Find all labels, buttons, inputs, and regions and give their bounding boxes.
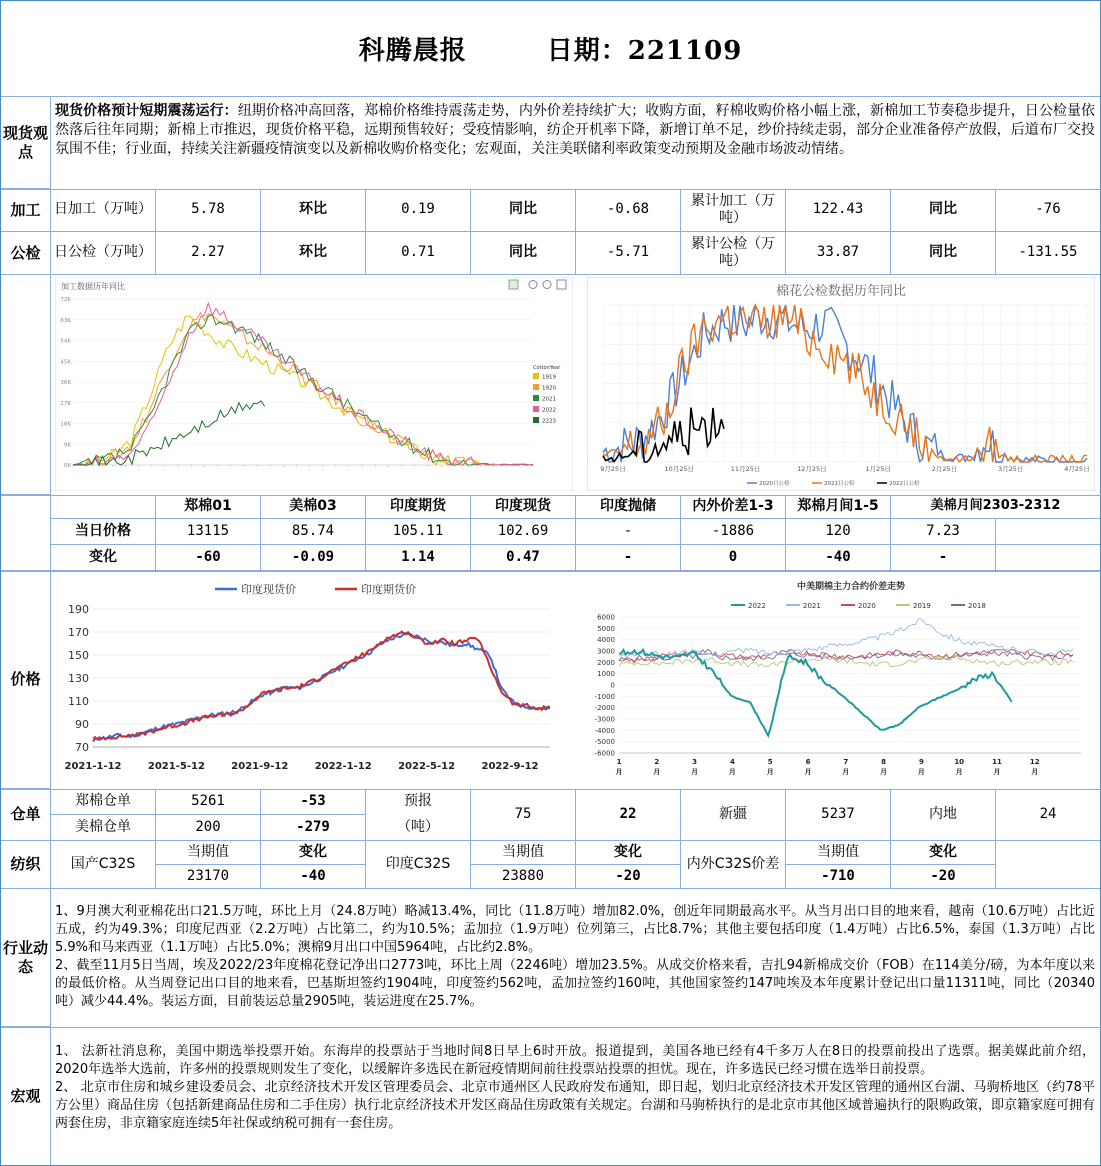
zc-change: -53 bbox=[261, 789, 366, 815]
nd-label: 内地 bbox=[891, 789, 996, 841]
price-today-5: -1886 bbox=[681, 519, 786, 545]
processing-daily-value: 5.78 bbox=[156, 189, 261, 232]
c3-xtick: 2022-9-12 bbox=[481, 761, 539, 772]
c3-ytick: 190 bbox=[68, 603, 89, 616]
spot-label: 现货观点 bbox=[1, 97, 51, 189]
price-table-label bbox=[1, 495, 51, 571]
c4-xtick-num: 3 bbox=[692, 758, 698, 766]
charts-row1-label bbox=[1, 275, 51, 495]
inspection-hb-value: 0.71 bbox=[366, 232, 471, 275]
price-today-1: 85.74 bbox=[261, 519, 366, 545]
us-change: -279 bbox=[261, 815, 366, 841]
report-date: 日期：221109 bbox=[546, 36, 743, 66]
c4-xtick-num: 6 bbox=[805, 758, 811, 766]
cn-yarn-label: 国产C32S bbox=[51, 841, 156, 889]
c4-ytick: -6000 bbox=[594, 749, 615, 758]
industry-label: 行业动态 bbox=[1, 889, 51, 1027]
us-label: 美棉仓单 bbox=[51, 815, 156, 841]
c4-xtick-num: 2 bbox=[654, 758, 660, 766]
c1-legend-item: 2223 bbox=[542, 418, 556, 425]
c2-xtick: 4月25日 bbox=[1064, 465, 1090, 473]
c4-xtick-num: 12 bbox=[1029, 758, 1040, 766]
price-header-4: 印度抛储 bbox=[576, 495, 681, 519]
c4-ytick: -5000 bbox=[594, 738, 615, 747]
processing-chart bbox=[55, 277, 573, 491]
price-blank-a bbox=[996, 519, 1100, 545]
us-value: 200 bbox=[156, 815, 261, 841]
processing-tb-label: 同比 bbox=[471, 189, 576, 232]
cn-cur-label: 当期值 bbox=[156, 841, 261, 865]
inspection-label: 公检 bbox=[1, 232, 51, 275]
india-price-chart bbox=[55, 575, 555, 785]
in-yarn-label: 印度C32S bbox=[366, 841, 471, 889]
c1-legend-item: 2021 bbox=[542, 396, 556, 403]
c4-xtick: 月 bbox=[842, 768, 850, 776]
yb-label: 预报 bbox=[366, 789, 471, 815]
c1-ytick: 18K bbox=[60, 421, 71, 428]
c3-ytick: 170 bbox=[68, 626, 89, 639]
macro-label: 宏观 bbox=[1, 1027, 51, 1165]
c3-xtick: 2021-1-12 bbox=[64, 761, 122, 772]
c4-ytick: -3000 bbox=[594, 715, 615, 724]
inspection-chart-title: 棉花公检数据历年同比 bbox=[775, 284, 907, 299]
report-name: 科腾晨报 bbox=[358, 36, 467, 66]
c1-ytick: 63K bbox=[60, 317, 71, 324]
diff-chg-label: 变化 bbox=[891, 841, 996, 865]
c3-ytick: 110 bbox=[68, 695, 89, 708]
c4-xtick: 月 bbox=[615, 768, 623, 776]
price-change-0: -60 bbox=[156, 545, 261, 571]
c1-ytick: 72K bbox=[60, 297, 71, 303]
c4-xtick-num: 5 bbox=[767, 758, 773, 766]
price-change-1: -0.09 bbox=[261, 545, 366, 571]
price-header-2: 印度期货 bbox=[366, 495, 471, 519]
industry-text bbox=[55, 903, 1095, 1011]
c2-xtick: 2月25日 bbox=[931, 465, 958, 473]
c4-legend-item: 2022 bbox=[748, 602, 766, 610]
c2-xtick: 9月25日 bbox=[600, 465, 626, 473]
c4-ytick: 2000 bbox=[597, 658, 615, 667]
c3-ytick: 130 bbox=[68, 672, 89, 685]
c1-legend-item: 1919 bbox=[542, 374, 556, 381]
c4-ytick: 1000 bbox=[597, 670, 615, 679]
c3-xtick: 2021-9-12 bbox=[231, 761, 289, 772]
industry-p2: 2、截至11月5日当周，埃及2022/23年度棉花登记净出口2773吨，环比上周（2246吨）增加23.5%。从成交价格来看，吉扎94新棉成交价（FOB）在114美分/磅，为本年度以来的最低价格。从当周登记出口目的地来看，巴基斯坦签约1904吨，印度签约562吨，孟加拉签约160吨，其他国家签约147吨埃及本年度累计登记出口量11311吨，同比（20340吨）减少44.4%。装运方面，目前装运总量2905吨，装运进度在25.7%。 bbox=[55, 958, 1095, 1009]
price-header-5: 内外价差1-3 bbox=[681, 495, 786, 519]
price-header-6: 郑棉月间1-5 bbox=[786, 495, 891, 519]
cn-chg-label: 变化 bbox=[261, 841, 366, 865]
c4-ytick: 0 bbox=[610, 681, 615, 690]
c3-series-印度期货价 bbox=[93, 632, 550, 742]
c4-legend-item: 2021 bbox=[803, 602, 821, 610]
c1-ytick: 9K bbox=[63, 442, 71, 449]
cn-cur: 23170 bbox=[156, 865, 261, 889]
c4-xtick-num: 7 bbox=[843, 758, 849, 766]
diff-chg: -20 bbox=[891, 865, 996, 889]
macro-text bbox=[55, 1043, 1095, 1133]
spot-headline: 现货价格预计短期震荡运行： bbox=[55, 103, 238, 119]
processing-hb-label: 环比 bbox=[261, 189, 366, 232]
yb-value: 75 bbox=[471, 789, 576, 841]
c2-legend-item: 2022日公检 bbox=[889, 481, 920, 487]
c3-legend-item: 印度现货价 bbox=[241, 583, 296, 596]
price-today-4: - bbox=[576, 519, 681, 545]
c4-ytick: -4000 bbox=[594, 726, 615, 735]
diff-yarn-label: 内外C32S价差 bbox=[681, 841, 786, 889]
diff-cur: -710 bbox=[786, 865, 891, 889]
price-blank-b bbox=[996, 545, 1100, 571]
spread-chart bbox=[581, 575, 1096, 785]
price-change-6: -40 bbox=[786, 545, 891, 571]
c3-xtick: 2022-5-12 bbox=[398, 761, 456, 772]
c4-xtick: 月 bbox=[728, 768, 736, 776]
inspection-daily-label: 日公检（万吨） bbox=[51, 232, 156, 275]
price-change-3: 0.47 bbox=[471, 545, 576, 571]
c4-xtick-num: 1 bbox=[616, 758, 622, 766]
price-header-blank bbox=[51, 495, 156, 519]
in-cur-label: 当期值 bbox=[471, 841, 576, 865]
xj-value: 5237 bbox=[786, 789, 891, 841]
c1-legend-swatch bbox=[533, 417, 539, 423]
c3-ytick: 90 bbox=[75, 718, 89, 731]
spread-chart-title: 中美期棉主力合约价差走势 bbox=[796, 582, 906, 592]
price-today-label: 当日价格 bbox=[51, 519, 156, 545]
price-today-2: 105.11 bbox=[366, 519, 471, 545]
c4-xtick: 月 bbox=[653, 768, 661, 776]
inspection-cum-tb-label: 同比 bbox=[891, 232, 996, 275]
c2-xtick: 1月25日 bbox=[865, 465, 891, 473]
price-today-0: 13115 bbox=[156, 519, 261, 545]
processing-tb-value: -0.68 bbox=[576, 189, 681, 232]
c1-ytick: 54K bbox=[60, 338, 71, 345]
price-header-7: 美棉月间2303-2312 bbox=[891, 495, 1100, 519]
inspection-daily-value: 2.27 bbox=[156, 232, 261, 275]
c1-legend-title: CottonYear bbox=[533, 365, 561, 371]
inspection-tb-value: -5.71 bbox=[576, 232, 681, 275]
price-change-label: 变化 bbox=[51, 545, 156, 571]
price-today-7: 7.23 bbox=[891, 519, 996, 545]
spot-body: 纽期价格冲高回落，郑棉价格维持震荡走势，内外价差持续扩大；收购方面，籽棉收购价格小幅上涨，新棉加工节奏稳步提升，日公检量依然落后往年同期；新棉上市推迟，现货价格平稳，远期预售较好；受疫情影响，纺企开机率下降，新增订单不足，纱价持续走弱，部分企业准备停产放假，后道布厂交投氛围不佳；行业面，持续关注新疆疫情演变以及新棉收购价格变化；宏观面，关注美联储利率政策变动预期及金融市场波动情绪。 bbox=[55, 103, 1096, 157]
c4-ytick: 3000 bbox=[597, 647, 615, 656]
cn-chg: -40 bbox=[261, 865, 366, 889]
c4-xtick: 月 bbox=[955, 768, 963, 776]
c4-ytick: 4000 bbox=[597, 636, 615, 645]
c1-legend-item: 1920 bbox=[542, 385, 556, 392]
zc-label: 郑棉仓单 bbox=[51, 789, 156, 815]
in-cur: 23880 bbox=[471, 865, 576, 889]
price-header-1: 美棉03 bbox=[261, 495, 366, 519]
inspection-cum-label: 累计公检（万吨） bbox=[681, 232, 786, 275]
inspection-cum-value: 33.87 bbox=[786, 232, 891, 275]
c4-ytick: -2000 bbox=[594, 704, 615, 713]
c3-legend-item: 印度期货价 bbox=[361, 583, 416, 596]
price-today-6: 120 bbox=[786, 519, 891, 545]
c3-ytick: 70 bbox=[75, 741, 89, 754]
c4-legend-item: 2020 bbox=[858, 602, 876, 610]
c1-legend-swatch bbox=[533, 406, 539, 412]
macro-p2: 2、 北京市住房和城乡建设委员会、北京经济技术开发区管理委员会、北京市通州区人民政府发布通知，即日起，划归北京经济技术开发区管理的通州区台湖、马驹桥地区（约78平方公里）商品住房（包括新建商品住房和二手住房）执行北京经济技术开发区商品住房政策有关规定。台湖和马驹桥执行的是北京市其他区域普遍执行的限购政策，即京籍家庭可拥有两套住房，非京籍家庭连续5年社保或纳税可拥有一套住房。 bbox=[55, 1080, 1096, 1131]
c2-legend-item: 2021日公检 bbox=[824, 481, 855, 487]
processing-hb-value: 0.19 bbox=[366, 189, 471, 232]
spot-text bbox=[55, 102, 1095, 159]
c4-xtick-num: 9 bbox=[918, 758, 924, 766]
c4-ytick: 6000 bbox=[597, 613, 615, 622]
industry-p1: 1、9月澳大利亚棉花出口21.5万吨，环比上月（24.8万吨）略减13.4%，同比（11.8万吨）增加82.0%，创近年同期最高水平。从当月出口目的地来看，越南（10.6万吨）占比近五成，约为49.3%；印度尼西亚（2.2万吨）占比第二，约为10.5%；孟加拉（1.9万吨）位列第三，占比8.7%；其他主要包括印度（1.4万吨）占比6.5%，泰国（1.3万吨）占比5.9%和马来西亚（1.1万吨）占比5.0%；澳棉9月出口中国5964吨，占比约2.8%。 bbox=[55, 904, 1095, 955]
c2-xtick: 12月25日 bbox=[797, 465, 827, 473]
c4-legend-item: 2019 bbox=[913, 602, 931, 610]
processing-cum-tb-value: -76 bbox=[996, 189, 1100, 232]
diff-cur-label: 当期值 bbox=[786, 841, 891, 865]
processing-cum-tb-label: 同比 bbox=[891, 189, 996, 232]
c4-xtick-num: 4 bbox=[729, 758, 735, 766]
yarn-blank bbox=[996, 841, 1100, 889]
c4-xtick: 月 bbox=[804, 768, 812, 776]
c4-xtick: 月 bbox=[1031, 768, 1039, 776]
c3-ytick: 150 bbox=[68, 649, 89, 662]
price-change-4: - bbox=[576, 545, 681, 571]
inspection-hb-label: 环比 bbox=[261, 232, 366, 275]
c4-xtick-num: 11 bbox=[992, 758, 1002, 766]
nd-value: 24 bbox=[996, 789, 1100, 841]
zc-value: 5261 bbox=[156, 789, 261, 815]
macro-p1: 1、 法新社消息称，美国中期选举投票开始。东海岸的投票站于当地时间8日早上6时开放。报道提到，美国各地已经有4千多万人在8日的投票前投出了选票。据美媒此前介绍，2020年选举大选前，许多州的投票规则发生了变化，以缓解许多选民在新冠疫情期间前往投票站投票的担忧。现在，许多选民已经习惯在选举日前投票。 bbox=[55, 1044, 1095, 1077]
in-chg-label: 变化 bbox=[576, 841, 681, 865]
c2-xtick: 3月25日 bbox=[998, 465, 1024, 473]
xj-label: 新疆 bbox=[681, 789, 786, 841]
processing-label: 加工 bbox=[1, 189, 51, 232]
inspection-cum-tb-value: -131.55 bbox=[996, 232, 1100, 275]
price-change-2: 1.14 bbox=[366, 545, 471, 571]
inspection-chart bbox=[587, 277, 1095, 491]
c4-xtick: 月 bbox=[917, 768, 925, 776]
c1-ytick: 27K bbox=[60, 400, 71, 407]
c4-xtick-num: 10 bbox=[954, 758, 965, 766]
c4-ytick: 5000 bbox=[597, 624, 615, 633]
c1-ytick: 36K bbox=[60, 380, 71, 386]
price-change-5: 0 bbox=[681, 545, 786, 571]
c4-series-2022 bbox=[619, 650, 1012, 736]
c4-ytick: -1000 bbox=[594, 692, 615, 701]
c1-legend-swatch bbox=[533, 373, 539, 379]
c1-ytick: 0K bbox=[63, 463, 71, 469]
processing-daily-label: 日加工（万吨） bbox=[51, 189, 156, 232]
yb-unit: （吨） bbox=[366, 815, 471, 841]
c4-xtick-num: 8 bbox=[881, 758, 887, 766]
warehouse-label: 仓单 bbox=[1, 789, 51, 841]
c4-legend-item: 2018 bbox=[968, 602, 986, 610]
price-change-7: - bbox=[891, 545, 996, 571]
c3-xtick: 2021-5-12 bbox=[147, 761, 205, 772]
inspection-tb-label: 同比 bbox=[471, 232, 576, 275]
yarn-label: 纺织 bbox=[1, 841, 51, 889]
c2-xtick: 11月25日 bbox=[730, 465, 761, 473]
price-header-0: 郑棉01 bbox=[156, 495, 261, 519]
processing-chart-title: 加工数据历年同比 bbox=[61, 282, 125, 291]
c1-legend-swatch bbox=[533, 384, 539, 390]
c1-legend-swatch bbox=[533, 395, 539, 401]
c4-xtick: 月 bbox=[691, 768, 699, 776]
yb-change: 22 bbox=[576, 789, 681, 841]
c4-xtick: 月 bbox=[993, 768, 1001, 776]
c3-xtick: 2022-1-12 bbox=[314, 761, 372, 772]
c4-xtick: 月 bbox=[880, 768, 888, 776]
in-chg: -20 bbox=[576, 865, 681, 889]
price-header-3: 印度现货 bbox=[471, 495, 576, 519]
price-label: 价格 bbox=[1, 571, 51, 789]
c2-legend-item: 2020日公检 bbox=[759, 481, 790, 487]
report-title bbox=[1, 1, 1100, 97]
processing-cum-label: 累计加工（万吨） bbox=[681, 189, 786, 232]
c1-legend-item: 2022 bbox=[542, 407, 556, 414]
c4-xtick: 月 bbox=[766, 768, 774, 776]
processing-cum-value: 122.43 bbox=[786, 189, 891, 232]
price-today-3: 102.69 bbox=[471, 519, 576, 545]
c2-xtick: 10月25日 bbox=[664, 465, 695, 473]
c1-ytick: 45K bbox=[60, 359, 71, 366]
